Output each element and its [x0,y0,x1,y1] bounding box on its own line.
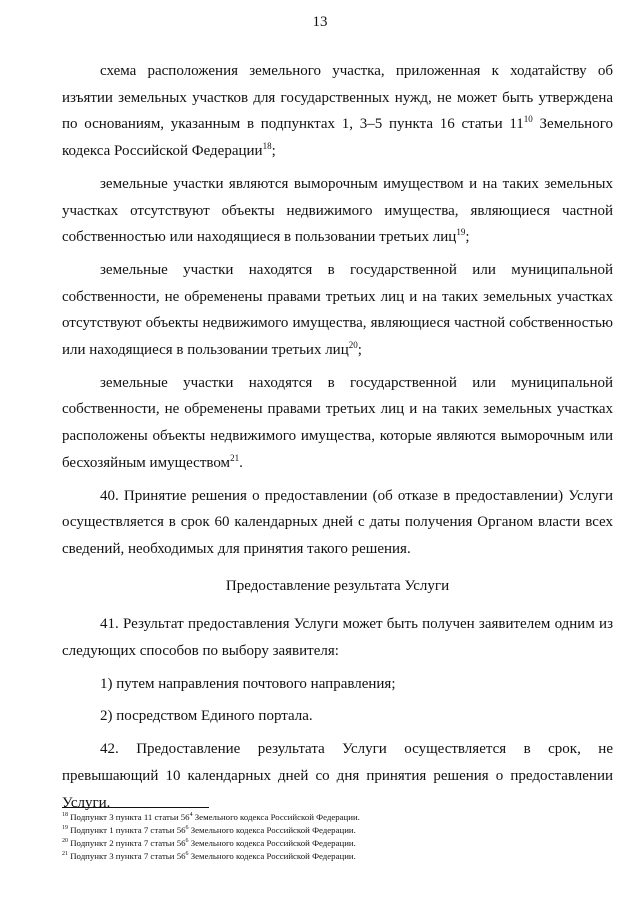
superscript: 6 [185,824,189,831]
footnote-ref: 18 [262,141,272,152]
footnote-20 [62,837,613,850]
footnotes [62,807,613,863]
text: Подпункт 1 пункта 7 статьи 56 [68,824,186,835]
superscript: 6 [185,850,189,857]
footnote-19 [62,824,613,837]
text: Земельного кодекса Российской Федерации. [192,812,360,822]
paragraph-42: 42. Предоставление результата Услуги осуществляется в срок, не превышающий 10 календарных дней со дня принятия решения о предоставлении Услуги. [62,741,613,811]
text: земельные участки находятся в государственной или муниципальной собственности, не обременены правами третьих лиц и на таких земельных участках расположены объекты недвижимого имущества, которые являются выморочным или бесхозяйным имуществом [62,374,613,471]
footnote-number: 21 [62,850,68,857]
text: . [239,454,243,471]
text: ; [357,342,362,359]
footnote-number: 19 [62,824,68,831]
footnote-number: 20 [62,837,68,844]
text: Земельного кодекса Российской Федерации. [188,850,356,861]
text: ; [271,143,276,160]
section-heading: Предоставление результата Услуги [225,577,450,594]
text: схема расположения земельного участка, приложенная к ходатайству об изъятии земельных участков для государственных нужд, не может быть утверждена по основаниям, указанным в подпунктах 1, 3–5 пункта 16 статьи 11 [62,63,613,133]
footnote-number: 18 [62,812,68,819]
paragraph-41: 41. Результат предоставления Услуги может быть получен заявителем одним из следующих способов по выбору заявителя: [62,616,613,660]
paragraph-state-ownership-1 [62,257,613,364]
paragraph-state-ownership-2 [62,370,613,477]
superscript: 6 [185,837,189,844]
text: ; [465,229,470,246]
paragraph-escheated [62,171,613,251]
text: земельные участки являются выморочным имуществом и на таких земельных участках отсутствуют объекты недвижимого имущества, являющиеся частной собственностью или находящиеся в пользовании третьих лиц [62,175,613,246]
paragraph-40: 40. Принятие решения о предоставлении (об отказе в предоставлении) Услуги осуществляется в срок 60 календарных дней с даты получения Органом власти всех сведений, необходимых для принятия такого решения. [62,487,613,557]
text: земельные участки находятся в государственной или муниципальной собственности, не обременены правами третьих лиц и на таких земельных участках отсутствуют объекты недвижимого имущества, являющиеся частной собственностью или находящиеся в пользовании третьих лиц [62,261,613,359]
footnote-18 [62,811,613,824]
text: Земельного кодекса Российской Федерации. [188,837,356,848]
list-item-postal: 1) путем направления почтового направления; [100,675,396,692]
text: Земельного кодекса Российской Федерации. [188,824,356,835]
text: Земельного кодекса Российской Федерации [62,116,613,160]
text: Подпункт 3 пункта 7 статьи 56 [68,850,186,861]
superscript: 4 [189,812,193,819]
footnote-ref: 19 [456,227,466,238]
footnote-divider [62,807,209,808]
paragraph-scheme [62,58,613,165]
footnote-ref: 21 [230,452,240,463]
footnote-ref: 20 [348,340,358,351]
text: Подпункт 2 пункта 7 статьи 56 [68,837,186,848]
footnote-21 [62,850,613,863]
text: Подпункт 3 пункта 11 статьи 56 [68,812,190,822]
document-body [62,58,613,822]
page-number: 13 [312,14,328,30]
superscript: 10 [523,114,533,125]
list-item-portal: 2) посредством Единого портала. [100,708,313,725]
